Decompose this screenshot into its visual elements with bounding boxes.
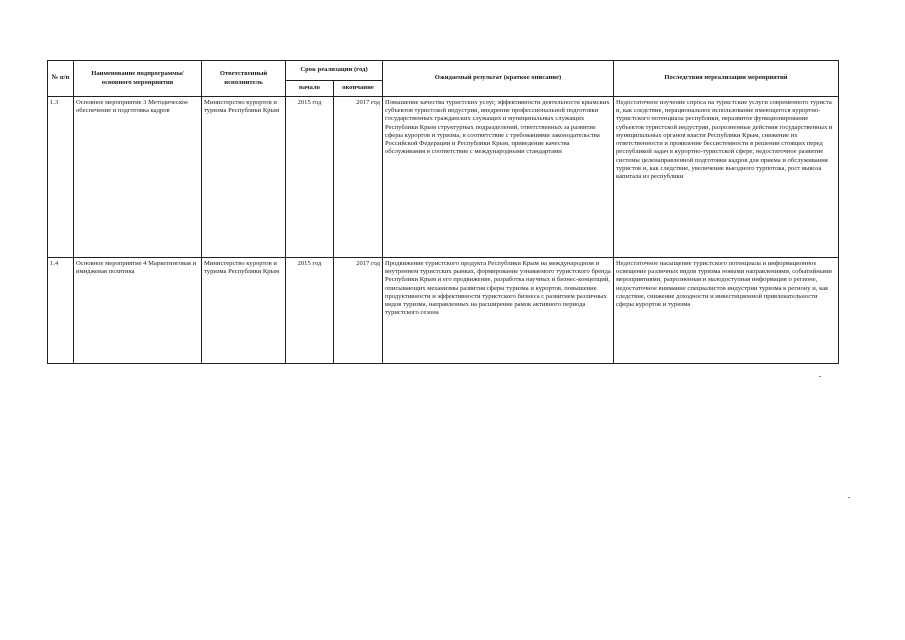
row-consequences: Недостаточное изучение спроса на туристские услуги современного туриста и, как следствие, нерациональное использование имеющегося курортно-туристского потенциала республики, неразвитое функционирование субъектов туристской индустрии, разрозненные действия государственных и муниципальных органов власти Республики Крым, снижение их ответственности и проявление бессистемности в решении стоящих перед республикой задач в курортно-туристской сфере; недостаточное развитие системы целенаправленной подготовки кадров для приема и обслуживания туристов и, как следствие, увеличение выездного турпотока, рост вывоза капитала из республики: [614, 97, 839, 258]
header-start: начало: [286, 81, 334, 97]
header-result: Ожидаемый результат (краткое описание): [383, 61, 614, 97]
header-consequences: Последствия нереализации мероприятий: [614, 61, 839, 97]
row-responsible: Министерство курортов и туризма Республики Крым: [202, 258, 286, 364]
row-start: 2015 год: [286, 258, 334, 364]
row-responsible: Министерство курортов и туризма Республики Крым: [202, 97, 286, 258]
header-name: Наименование подпрограммы/ основного мероприятия: [74, 61, 202, 97]
row-end: 2017 год: [334, 258, 383, 364]
row-num: 1.4: [48, 258, 74, 364]
row-end: 2017 год: [334, 97, 383, 258]
header-end: окончание: [334, 81, 383, 97]
header-period: Срок реализации (год): [286, 61, 383, 81]
row-result: Продвижение туристского продукта Республики Крым на международном и внутреннем туристских рынках, формирование узнаваемого туристского бренда Республики Крым и его продвижение, разработка научных и бизнес-концепций, описывающих механизмы развития сферы туризма и курортов, повышение продуктивности и эффективности туристского бизнеса с развитием различных видов туризма, направленных на расширение рамок активного периода туристского сезона: [383, 258, 614, 364]
header-num: № п/п: [48, 61, 74, 97]
row-name: Основное мероприятие 3 Методическое обеспечение и подготовка кадров: [74, 97, 202, 258]
row-start: 2015 год: [286, 97, 334, 258]
table-row: [48, 258, 839, 364]
row-num: 1.3: [48, 97, 74, 258]
scan-speck: [819, 376, 821, 377]
table-row: [48, 97, 839, 258]
row-name: Основное мероприятие 4 Маркетинговая и имиджевая политика: [74, 258, 202, 364]
program-activities-table: [47, 60, 839, 364]
header-responsible: Ответственный исполнитель: [202, 61, 286, 97]
row-result: Повышение качества туристских услуг, эффективности деятельности крымских субъектов туристской индустрии, внедрение профессиональной подготовки государственных гражданских служащих и муниципальных служащих Республики Крым структурных подразделений, ответственных за развитие сферы курортов и туризма, в соответствие с требованиями законодательства Российской Федерации и Республики Крым, приведение качества обслуживания в соответствие с международными стандартами: [383, 97, 614, 258]
row-consequences: Недостаточное насыщение туристского потенциала и информационное освещение различных видов туризма новыми направлениями, событийными мероприятиями, разрозненная и малодоступная информация о регионе, недостаточное внимание специалистов индустрии туризма к региону и, как следствие, снижение доходности и инвестиционной привлекательности сферы курортов и туризма: [614, 258, 839, 364]
scan-speck: [848, 497, 850, 498]
